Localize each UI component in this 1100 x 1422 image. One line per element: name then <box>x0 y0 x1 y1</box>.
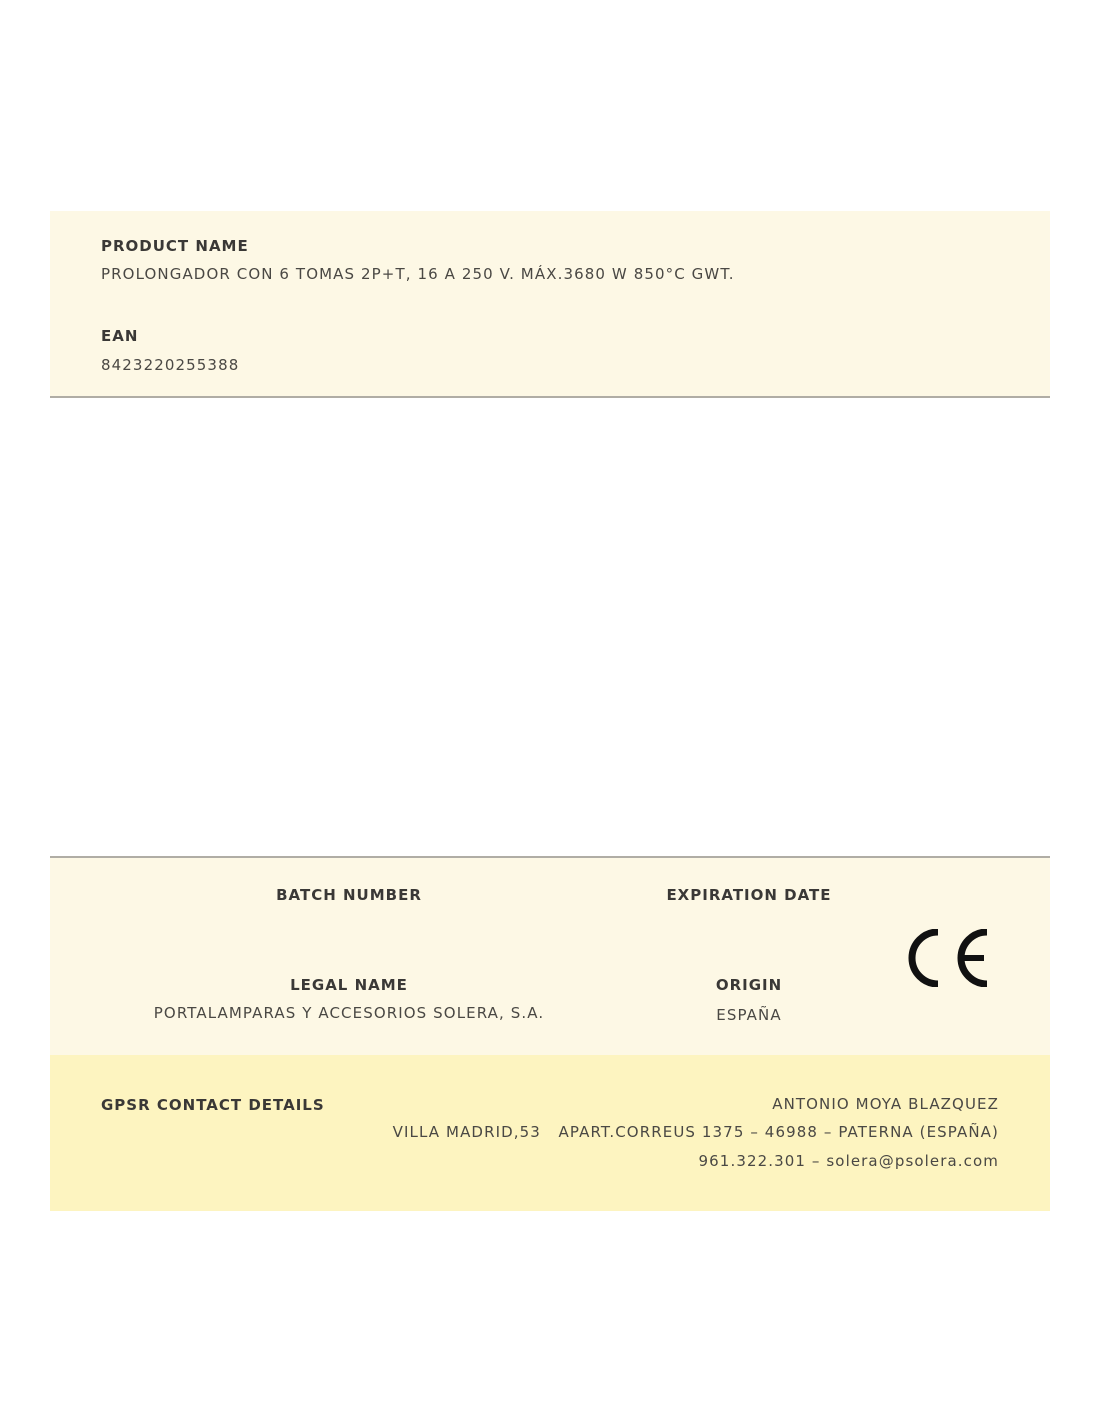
origin-value: ESPAÑA <box>716 1006 782 1024</box>
contact-address: VILLA MADRID,53 APART.CORREUS 1375 – 46988 – PATERNA (ESPAÑA) <box>392 1123 999 1141</box>
contact-phone-email: 961.322.301 – solera@psolera.com <box>698 1152 999 1170</box>
ean-label: EAN <box>101 327 139 345</box>
contact-panel <box>50 1055 1050 1211</box>
legal-name-label: LEGAL NAME <box>290 976 408 994</box>
product-name-value: PROLONGADOR CON 6 TOMAS 2P+T, 16 A 250 V. MÁX.3680 W 850°C GWT. <box>101 265 735 283</box>
ce-mark-icon <box>908 929 990 987</box>
legal-name-value: PORTALAMPARAS Y ACCESORIOS SOLERA, S.A. <box>153 1004 545 1022</box>
ean-value: 8423220255388 <box>101 356 240 374</box>
contact-name: ANTONIO MOYA BLAZQUEZ <box>772 1095 999 1113</box>
batch-number-label: BATCH NUMBER <box>276 886 422 904</box>
contact-details-label: GPSR CONTACT DETAILS <box>101 1096 325 1114</box>
origin-label: ORIGIN <box>715 976 783 994</box>
product-info-panel <box>50 211 1050 398</box>
expiration-date-label: EXPIRATION DATE <box>666 886 832 904</box>
details-panel <box>50 856 1050 1057</box>
product-name-label: PRODUCT NAME <box>101 237 249 255</box>
